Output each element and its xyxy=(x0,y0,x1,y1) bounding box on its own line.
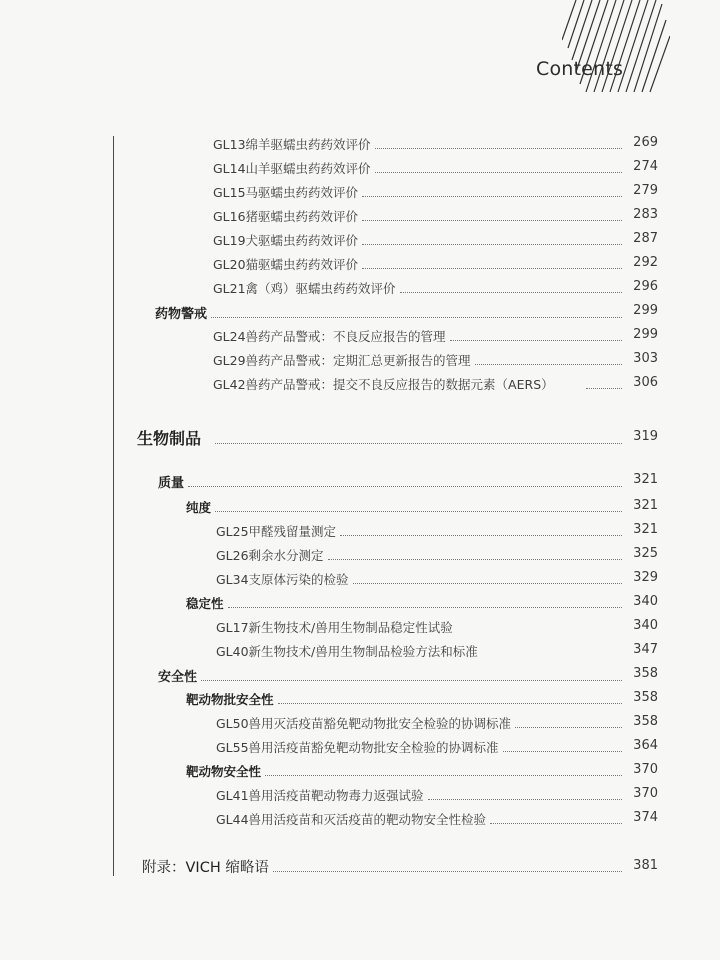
toc-entry-label: GL16猪驱蠕虫药药效评价 xyxy=(213,209,359,224)
toc-entry[interactable] xyxy=(0,714,720,738)
toc-page-number: 340 xyxy=(633,594,658,609)
dot-leader xyxy=(482,655,622,656)
toc-section-label: 药物警戒 xyxy=(155,307,208,322)
toc-page-number: 269 xyxy=(633,135,658,150)
toc-entry[interactable] xyxy=(0,183,720,207)
toc-entry[interactable] xyxy=(0,135,720,159)
dot-leader xyxy=(328,558,622,560)
dot-leader xyxy=(265,774,622,776)
toc-entry-label: GL17新生物技术/兽用生物制品稳定性试验 xyxy=(216,620,453,635)
toc-entry-label: GL15马驱蠕虫药药效评价 xyxy=(213,185,359,200)
toc-subsection[interactable] xyxy=(0,690,720,714)
toc-entry-label: GL41兽用活疫苗靶动物毒力返强试验 xyxy=(216,788,424,803)
dot-leader xyxy=(475,363,622,365)
toc-page-number: 299 xyxy=(633,327,658,342)
dot-leader xyxy=(362,243,622,245)
toc-appendix-label: 附录：VICH 缩略语 xyxy=(142,860,269,876)
toc-entry-label: GL42兽药产品警戒：提交不良反应报告的数据元素（AERS） xyxy=(213,377,554,392)
toc-entry[interactable] xyxy=(0,642,720,666)
toc-entry[interactable] xyxy=(0,375,720,399)
toc-page-number: 299 xyxy=(633,303,658,318)
toc-page-number: 306 xyxy=(633,375,658,390)
toc-page-number: 279 xyxy=(633,183,658,198)
toc-entry-label: GL25甲醛残留量测定 xyxy=(216,524,337,539)
toc-appendix[interactable] xyxy=(0,856,720,880)
toc-entry-label: GL44兽用活疫苗和灭活疫苗的靶动物安全性检验 xyxy=(216,812,487,827)
toc-page-number: 325 xyxy=(633,546,658,561)
toc-subsection-label: 靶动物安全性 xyxy=(186,764,262,779)
toc-entry[interactable] xyxy=(0,351,720,375)
toc-entry-label: GL21禽（鸡）驱蠕虫药药效评价 xyxy=(213,281,396,296)
toc-page-number: 321 xyxy=(633,522,658,537)
toc-part-label: 生物制品 xyxy=(137,429,202,448)
toc-page-number: 287 xyxy=(633,231,658,246)
toc-entry-label: GL55兽用活疫苗豁免靶动物批安全检验的协调标准 xyxy=(216,740,499,755)
toc-part[interactable] xyxy=(0,426,720,452)
dot-leader xyxy=(215,442,622,444)
dot-leader xyxy=(215,510,622,512)
toc-subsection-label: 靶动物批安全性 xyxy=(186,692,274,707)
dot-leader xyxy=(353,582,622,584)
toc-entry-label: GL40新生物技术/兽用生物制品检验方法和标准 xyxy=(216,644,478,659)
toc-page-number: 283 xyxy=(633,207,658,222)
toc-entry[interactable] xyxy=(0,327,720,351)
dot-leader xyxy=(457,631,622,632)
toc-entry[interactable] xyxy=(0,279,720,303)
toc-entry-label: GL13绵羊驱蠕虫药药效评价 xyxy=(213,137,371,152)
dot-leader xyxy=(228,606,622,608)
toc-entry[interactable] xyxy=(0,738,720,762)
toc-subsection[interactable] xyxy=(0,762,720,786)
dot-leader xyxy=(201,679,622,681)
toc-page-number: 303 xyxy=(633,351,658,366)
toc-page-number: 364 xyxy=(633,738,658,753)
dot-leader xyxy=(503,750,622,752)
toc-page-number: 358 xyxy=(633,714,658,729)
toc-entry[interactable] xyxy=(0,618,720,642)
toc-entry-label: GL19犬驱蠕虫药药效评价 xyxy=(213,233,359,248)
toc-section[interactable] xyxy=(0,303,720,327)
toc-entry[interactable] xyxy=(0,570,720,594)
dot-leader xyxy=(490,822,622,824)
toc-page-number: 319 xyxy=(633,429,658,444)
toc-page-number: 274 xyxy=(633,159,658,174)
dot-leader xyxy=(188,485,622,487)
toc-entry-label: GL20猫驱蠕虫药药效评价 xyxy=(213,257,359,272)
toc-entry[interactable] xyxy=(0,786,720,810)
toc-entry-label: GL26剩余水分测定 xyxy=(216,548,324,563)
toc-page-number: 340 xyxy=(633,618,658,633)
dot-leader xyxy=(362,219,622,221)
dot-leader xyxy=(211,316,622,318)
toc-page-number: 321 xyxy=(633,498,658,513)
dot-leader xyxy=(450,339,622,341)
toc-page-number: 329 xyxy=(633,570,658,585)
toc-entry-label: GL34支原体污染的检验 xyxy=(216,572,349,587)
toc-subsection-label: 纯度 xyxy=(186,500,212,515)
toc-page-number: 381 xyxy=(633,858,658,873)
toc-entry[interactable] xyxy=(0,231,720,255)
toc-page-number: 370 xyxy=(633,762,658,777)
toc-subsection-label: 稳定性 xyxy=(186,596,224,611)
toc-section-label: 安全性 xyxy=(158,670,198,685)
hatch-decoration xyxy=(562,0,670,96)
toc-entry[interactable] xyxy=(0,546,720,570)
toc-page-number: 292 xyxy=(633,255,658,270)
toc-page-number: 370 xyxy=(633,786,658,801)
dot-leader xyxy=(278,702,622,704)
dot-leader xyxy=(375,147,622,149)
dot-leader xyxy=(558,388,622,389)
toc-page-number: 347 xyxy=(633,642,658,657)
dot-leader xyxy=(273,870,622,872)
toc-subsection[interactable] xyxy=(0,498,720,522)
toc-page-number: 321 xyxy=(633,472,658,487)
dot-leader xyxy=(375,171,622,173)
toc-page-number: 358 xyxy=(633,690,658,705)
dot-leader xyxy=(362,195,622,197)
toc-section[interactable] xyxy=(0,666,720,690)
toc-entry[interactable] xyxy=(0,522,720,546)
toc-entry-label: GL29兽药产品警戒：定期汇总更新报告的管理 xyxy=(213,353,471,368)
toc-entry-label: GL24兽药产品警戒：不良反应报告的管理 xyxy=(213,329,446,344)
dot-leader xyxy=(362,267,622,269)
toc-entry[interactable] xyxy=(0,159,720,183)
toc-section[interactable] xyxy=(0,472,720,496)
dot-leader xyxy=(400,291,622,293)
toc-entry-label: GL14山羊驱蠕虫药药效评价 xyxy=(213,161,371,176)
toc-page-number: 296 xyxy=(633,279,658,294)
dot-leader xyxy=(515,726,622,728)
toc-page-number: 374 xyxy=(633,810,658,825)
toc-page-number: 358 xyxy=(633,666,658,681)
toc-entry[interactable] xyxy=(0,255,720,279)
toc-subsection[interactable] xyxy=(0,594,720,618)
page-title: Contents xyxy=(536,58,624,80)
dot-leader xyxy=(428,798,622,800)
toc-entry-label: GL50兽用灭活疫苗豁免靶动物批安全检验的协调标准 xyxy=(216,716,512,731)
dot-leader xyxy=(340,534,622,536)
toc-section-label: 质量 xyxy=(158,476,185,491)
toc-entry[interactable] xyxy=(0,810,720,834)
toc-entry[interactable] xyxy=(0,207,720,231)
